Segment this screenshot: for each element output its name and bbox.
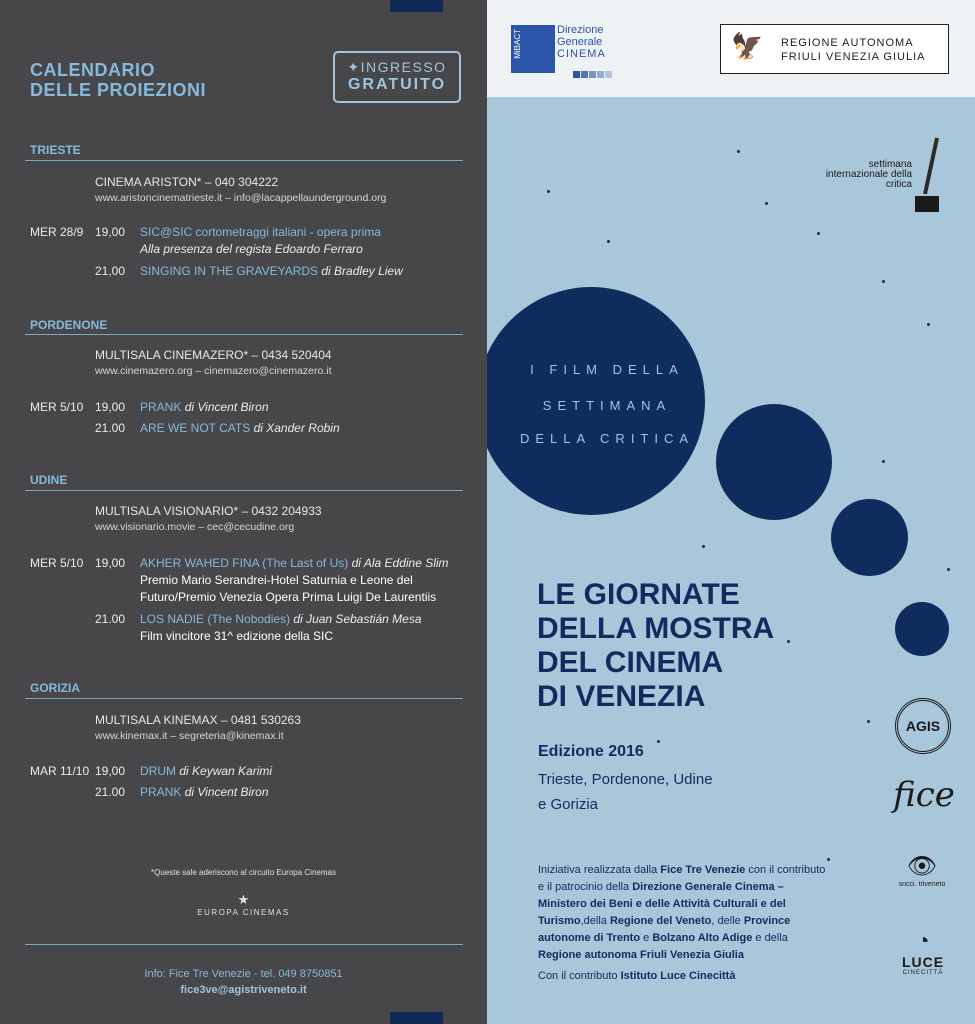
medium-circle (716, 404, 832, 520)
mibact-squares (573, 65, 613, 83)
luce-emblem-icon: ◔ (916, 928, 930, 953)
date-udine: MER 5/10 (30, 556, 84, 570)
film-entry: PRANK di Vincent Biron (140, 785, 269, 799)
date-gorizia: MAR 11/10 (30, 764, 90, 778)
venue-gorizia: MULTISALA KINEMAX – 0481 530263 www.kinemax.it – segreteria@kinemax.it (95, 713, 301, 742)
venue-pordenone: MULTISALA CINEMAZERO* – 0434 520404 www.cinemazero.org – cinemazero@cinemazero.it (95, 348, 332, 377)
edition: Edizione 2016 (538, 743, 644, 760)
venue-udine: MULTISALA VISIONARIO* – 0432 204933 www.visionario.movie – cec@cecudine.org (95, 504, 322, 533)
time: 19,00 (95, 556, 126, 570)
time: 19,00 (95, 400, 126, 414)
venue-trieste: CINEMA ARISTON* – 040 304222 www.aristoncinematrieste.it – info@lacappellaunderground.org (95, 175, 387, 204)
fice-logo: fice (893, 775, 955, 815)
divider (25, 698, 463, 699)
time: 21.00 (95, 785, 126, 799)
film-entry: SIC@SIC cortometraggi italiani - opera prima Alla presenza del regista Edoardo Ferraro (140, 225, 381, 256)
headline: LE GIORNATE DELLA MOSTRA DEL CINEMA DI VENEZIA (537, 578, 775, 713)
film-entry: DRUM di Keywan Karimi (140, 764, 273, 778)
film-entry: LOS NADIE (The Nobodies) di Juan Sebastián Mesa Film vincitore 31^ edizione della SIC (140, 612, 422, 643)
sncci-logo: 👁 sncci. triveneto (889, 852, 955, 888)
initiative-text: Iniziativa realizzata dalla Fice Tre Venezie con il contributo e il patrocinio della Direzione Generale Cinema – Ministero dei Beni e delle Attività Culturali e del Turismo,della Regione del Veneto, delle Province autonome di Trento e Bolzano Alto Adige e della Regione autonoma Friuli Venezia Giulia (538, 864, 826, 961)
divider (25, 490, 463, 491)
pen-icon (915, 136, 943, 216)
top-tab (390, 0, 443, 12)
time: 21.00 (95, 421, 126, 435)
calendar-title: CALENDARIO DELLE PROIEZIONI (30, 60, 207, 100)
city-trieste: TRIESTE (30, 143, 81, 157)
info-contact: Info: Fice Tre Venezie - tel. 049 8750851 fice3ve@agistriveneto.it (144, 968, 343, 996)
star-icon: ★ (237, 892, 250, 907)
city-udine: UDINE (30, 473, 68, 487)
regione-fvg-logo: 🦅 REGIONE AUTONOMA FRIULI VENEZIA GIULIA (720, 24, 949, 74)
date-pordenone: MER 5/10 (30, 400, 84, 414)
date-trieste: MER 28/9 (30, 225, 84, 239)
agis-logo: AGIS (895, 698, 951, 754)
city-gorizia: GORIZIA (30, 681, 80, 695)
eye-icon: 👁 (906, 853, 938, 880)
divider (25, 334, 463, 335)
film-entry: SINGING IN THE GRAVEYARDS di Bradley Liew (140, 264, 403, 278)
film-entry: ARE WE NOT CATS di Xander Robin (140, 421, 340, 435)
tiny-circle (895, 602, 949, 656)
divider (25, 160, 463, 161)
free-entry-badge: ✦INGRESSO GRATUITO (333, 51, 461, 103)
contributo: Con il contributo Istituto Luce Cinecittà (538, 970, 736, 982)
europa-cinemas-logo: ★ EUROPA CINEMAS (0, 892, 487, 917)
time: 19,00 (95, 764, 126, 778)
places: Trieste, Pordenone, Udine e Gorizia (538, 771, 713, 813)
divider (25, 944, 463, 945)
small-circle (831, 499, 908, 576)
mibact-text: Direzione Generale CINEMA (557, 24, 606, 60)
footnote: *Queste sale aderiscono al circuito Europa Cinemas (151, 868, 336, 877)
film-entry: PRANK di Vincent Biron (140, 400, 269, 414)
time: 21.00 (95, 612, 126, 626)
luce-logo: ◔ LUCE CINECITTÀ (895, 928, 951, 976)
time: 19,00 (95, 225, 126, 239)
city-pordenone: PORDENONE (30, 318, 108, 332)
cover-panel: MiBACT Direzione Generale CINEMA 🦅 REGIONE AUTONOMA FRIULI VENEZIA GIULIA settimana internazionale della critica I FILM DELLA SETTIMANA DELLA CRITICA LE GIORNATE DELLA MOSTRA DEL CINEMA DI VENEZIA Edizione 2016 Trieste, Pordenone, Udine e Gorizia Iniziativa realizzata dalla Fice Tre Venezie con il contributo e il patrocinio della Direzione Generale Cinema – Ministero dei Beni e delle Attività Culturali e del Turismo,della Regione del Veneto, delle Province autonome di Trento e Bolzano Alto Adige e della Regione autonoma Friuli Venezia Giulia Con il contributo Istituto Luce Cinecittà AGIS fice 👁 sncci. triveneto ◔ LUCE CINECITTÀ (487, 0, 975, 1024)
bottom-tab (390, 1012, 443, 1024)
time: 21,00 (95, 264, 126, 278)
mibact-logo: MiBACT (511, 25, 555, 73)
film-entry: AKHER WAHED FINA (The Last of Us) di Ala Eddine Slim Premio Mario Serandrei-Hotel Saturnia e Leone del Futuro/Premio Venezia Opera Prima Luigi De Laurentiis (140, 556, 449, 604)
sic-logo: settimana internazionale della critica (825, 159, 912, 190)
eagle-icon: 🦅 (731, 31, 764, 61)
calendar-panel (0, 0, 487, 1024)
